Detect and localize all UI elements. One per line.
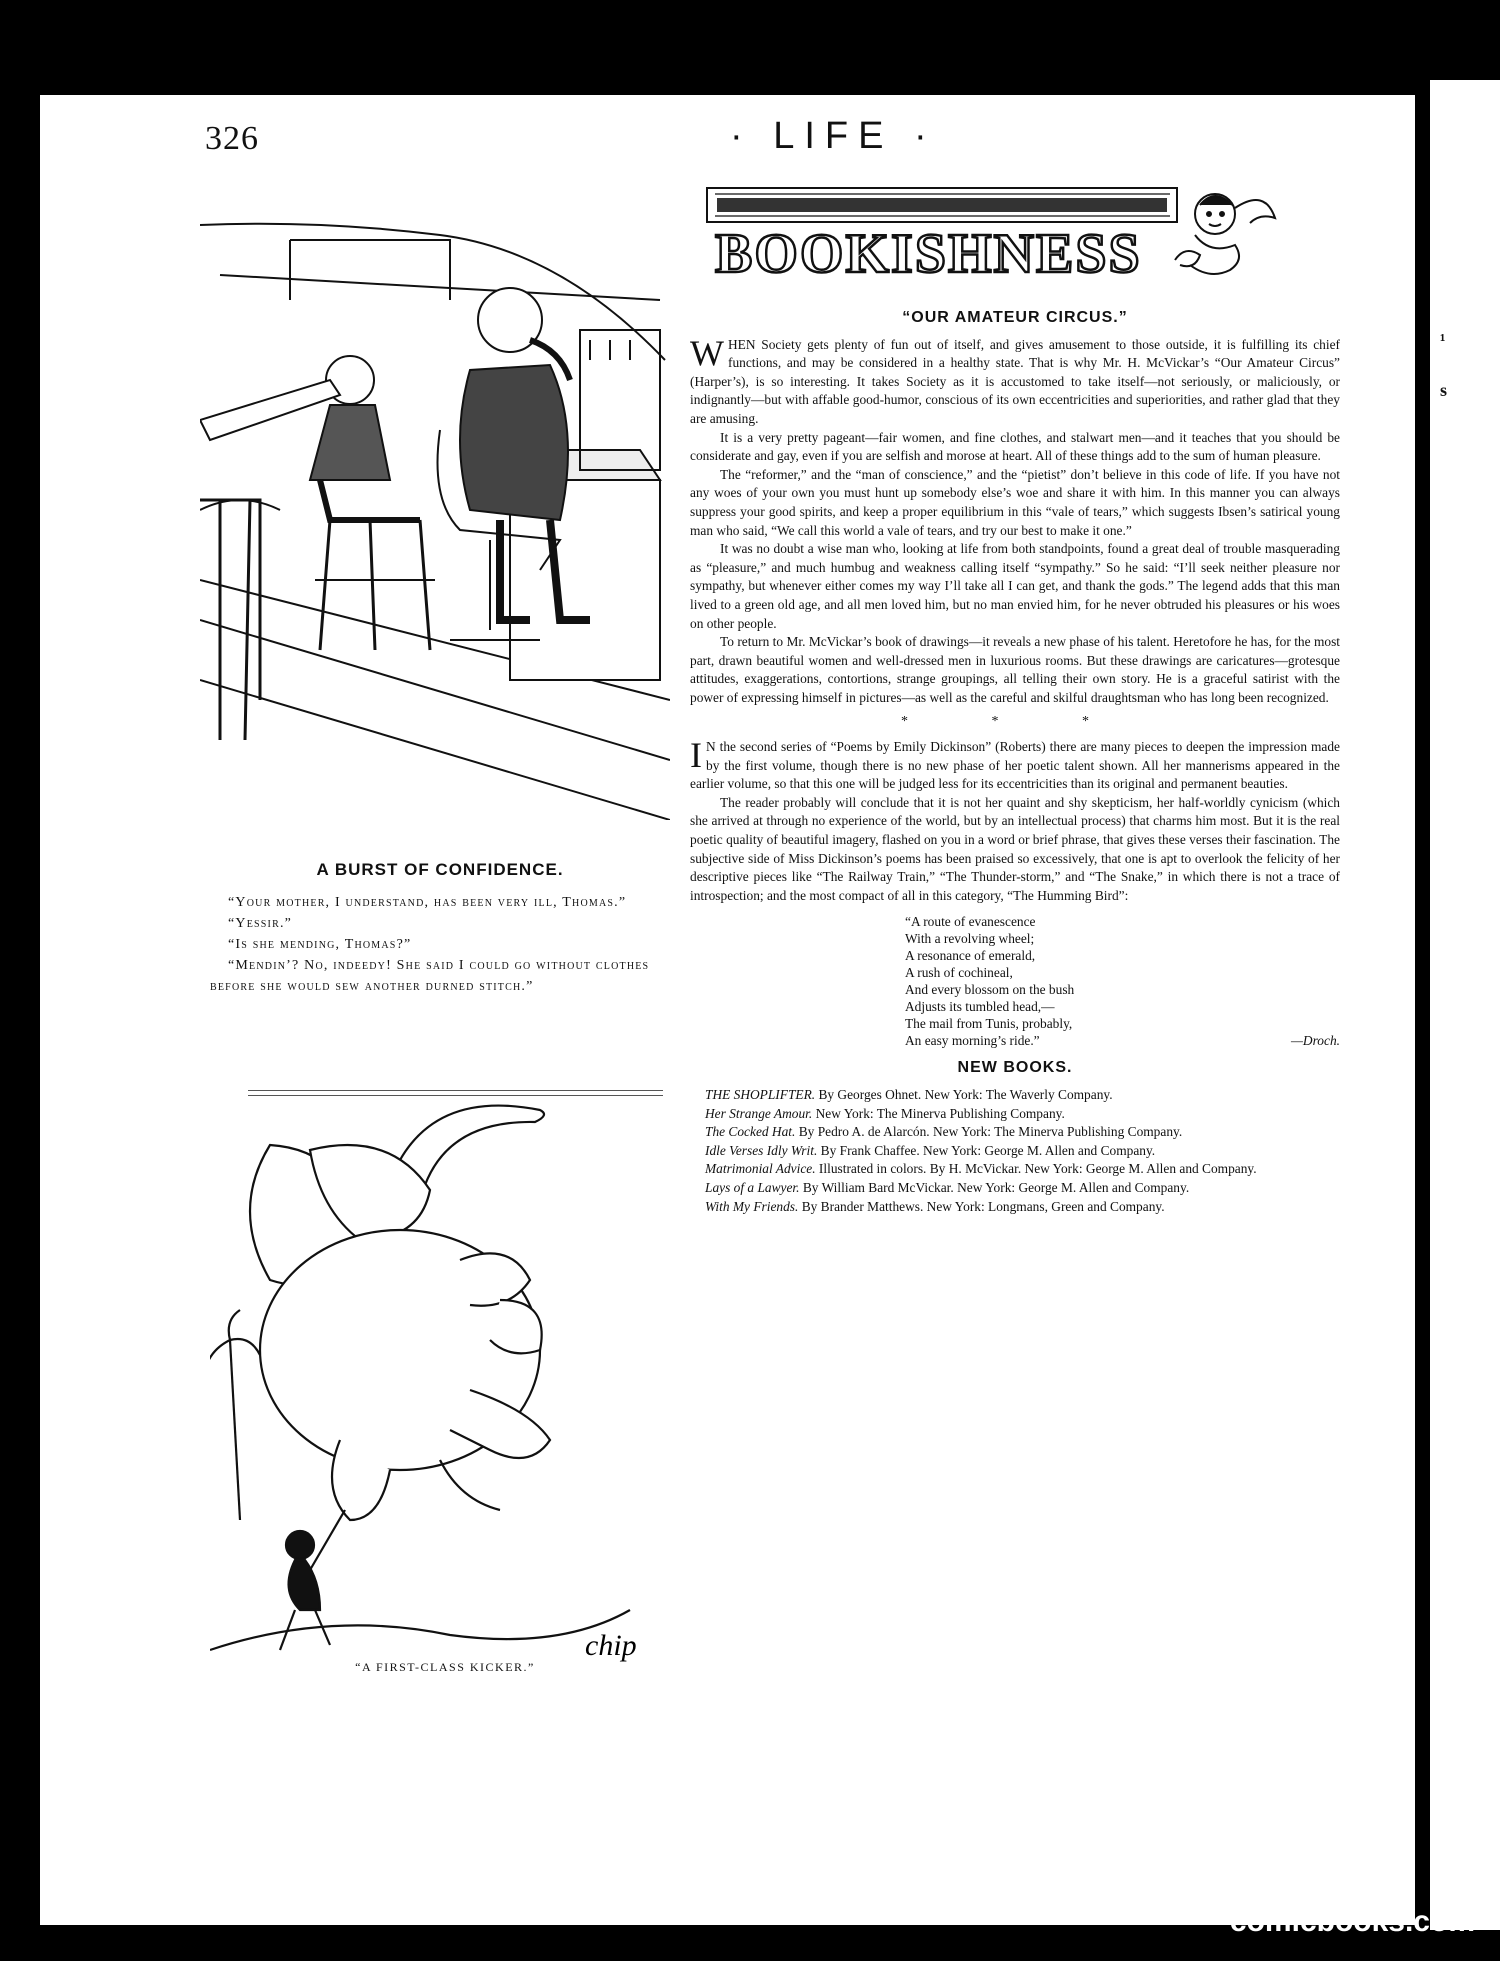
masthead: · LIFE ·: [730, 115, 937, 157]
review-paragraph: To return to Mr. McVickar’s book of drawings—it reveals a new phase of his talent. Heretofore he has, for the most part, drawn beautiful women and well-dressed men in luxurious rooms. But these drawings are caricatures—grotesque attitudes, exaggerations, contortions, strange groupings, all telling their own story. He is a graceful satirist with the power of expressing himself in pictures—as well as the careful and skilful draughtsman who has long been recognized.: [690, 634, 1340, 705]
review-paragraph: The reader probably will conclude that it is not her quaint and shy skepticism, her half-worldly cynicism (which she arrived at through no experience of the world, but by an intellectual process) that charms him most. But it is the real poetic quality of beautiful imagery, flashed on you in a word or brief phrase, that gives these verses their fascination. The subjective side of Miss Dickinson’s poems has been praised so excessively, that one is apt to overlook the felicity of her descriptive pieces like “The Railway Train,” “The Thunder-storm,” and “The Snake,” in which there is not a trace of introspection; and the most compact of all in this category, “The Humming Bird”:: [690, 794, 1340, 903]
cartoon1-caption: [210, 860, 670, 997]
cartoon1-title: A BURST OF CONFIDENCE.: [316, 860, 564, 879]
book-entry: The Cocked Hat. By Pedro A. de Alarcón. New York: The Minerva Publishing Company.: [705, 1124, 1183, 1140]
adjacent-page-edge: ¹ s: [1430, 80, 1500, 1930]
caption-line: “Yessir.”: [228, 916, 293, 931]
site-watermark: comicbooks.com: [1229, 1905, 1475, 1938]
caption-line: “Mendin’? No, indeedy! She said I could go without clothes before she would sew another durned stitch.”: [210, 958, 650, 994]
poem-line: With a revolving wheel;: [905, 931, 1035, 947]
cartoon2-caption: “A FIRST-CLASS KICKER.”: [355, 1660, 535, 1674]
poem-excerpt: [905, 913, 1340, 1049]
review-paragraph: It was no doubt a wise man who, looking at life from both standpoints, found a great deal of trouble masquerading as “pleasure,” and much humbug and weakness calling itself “sympathy.” So he said: “I’ll seek neither pleasure nor sympathy, but whenever either comes my way I’ll take all I can get, and thank the gods.” The legend adds that this man lived to a green old age, and all men loved him, but no man envied him, for he never obtruded his pleasures or his woes on other people.: [690, 541, 1340, 631]
review-paragraph: It is a very pretty pageant—fair women, and fine clothes, and stalwart men—and it teaches that you should be considerate and gay, even if you are selfish and morose at heart. All of these things add to the sum of human pleasure.: [690, 429, 1340, 464]
review-column: [690, 305, 1340, 1216]
poem-line: Adjusts its tumbled head,—: [905, 999, 1055, 1015]
author-signature: —Droch.: [1291, 1033, 1340, 1049]
dropcap: I: [690, 735, 702, 776]
poem-line: “A route of evanescence: [905, 914, 1036, 930]
book-entry: Matrimonial Advice. Illustrated in colors. By H. McVickar. New York: George M. Allen and Company.: [705, 1161, 1257, 1177]
caption-line: “Your mother, I understand, has been very ill, Thomas.”: [228, 895, 627, 910]
cherub-icon: [1175, 194, 1275, 274]
book-entry: THE SHOPLIFTER. By Georges Ohnet. New York: The Waverly Company.: [705, 1087, 1113, 1102]
artist-signature: chip: [585, 1629, 637, 1662]
review-paragraph: The “reformer,” and the “man of conscience,” and the “pietist” don’t believe in this code of life. If you have not any woes of your own you must hunt up somebody else’s woe and share it with him. In this manner you can always suppress your good spirits, and keep a proper equilibrium in this “vale of tears,” which suggests Ibsen’s satirical young man who said, “We call this world a vale of tears, and try our best to make it one.”: [690, 466, 1340, 538]
banner-title: BOOKISHNESS: [715, 223, 1142, 285]
new-books-title: NEW BOOKS.: [957, 1059, 1073, 1077]
office-scene-illustration: [200, 180, 670, 820]
poem-line: The mail from Tunis, probably,: [905, 1016, 1073, 1032]
elephant-kicker-illustration: [210, 1090, 680, 1680]
new-books-list: [690, 1086, 1340, 1216]
book-entry: With My Friends. By Brander Matthews. New York: Longmans, Green and Company.: [705, 1198, 1165, 1214]
review-title: “OUR AMATEUR CIRCUS.”: [902, 309, 1128, 326]
book-entry: Her Strange Amour. New York: The Minerva Publishing Company.: [705, 1105, 1065, 1121]
page-number: 326: [205, 120, 259, 157]
poem-line: An easy morning’s ride.”: [905, 1033, 1040, 1049]
review-paragraph: WHEN Society gets plenty of fun out of itself, and gives amusement to those outside, it is fulfilling its chief functions, and may be considered in a healthy state. That is why Mr. H. McVickar’s “Our Amateur Circus” (Harper’s), is so interesting. It takes Society as it is accustomed to take itself—not seriously, or maliciously, or indignantly—but with affable good-humor, conscious of its own eccentricities and superiorities, and rather glad that they are amusing.: [690, 332, 1340, 426]
book-entry: Lays of a Lawyer. By William Bard McVickar. New York: George M. Allen and Company.: [705, 1179, 1190, 1195]
bookishness-banner: [705, 180, 1285, 290]
poem-line: And every blossom on the bush: [905, 982, 1075, 998]
book-entry: Idle Verses Idly Writ. By Frank Chaffee. New York: George M. Allen and Company.: [705, 1142, 1156, 1158]
section-separator: * * *: [901, 714, 1129, 730]
poem-line: A resonance of emerald,: [905, 948, 1036, 964]
scan-border-top: [0, 0, 1500, 90]
caption-line: “Is she mending, Thomas?”: [228, 937, 412, 952]
review-paragraph: I N the second series of “Poems by Emily Dickinson” (Roberts) there are many pieces to deepen the impression made by the first volume, though there is no new phase of her poetic talent shown. All her mannerisms appeared in the earlier volume, so that this one will be judged less for its eccentricities than its original and permanent beauties.: [690, 735, 1340, 792]
dropcap: W: [690, 332, 724, 373]
poem-line: A rush of cochineal,: [905, 965, 1013, 981]
